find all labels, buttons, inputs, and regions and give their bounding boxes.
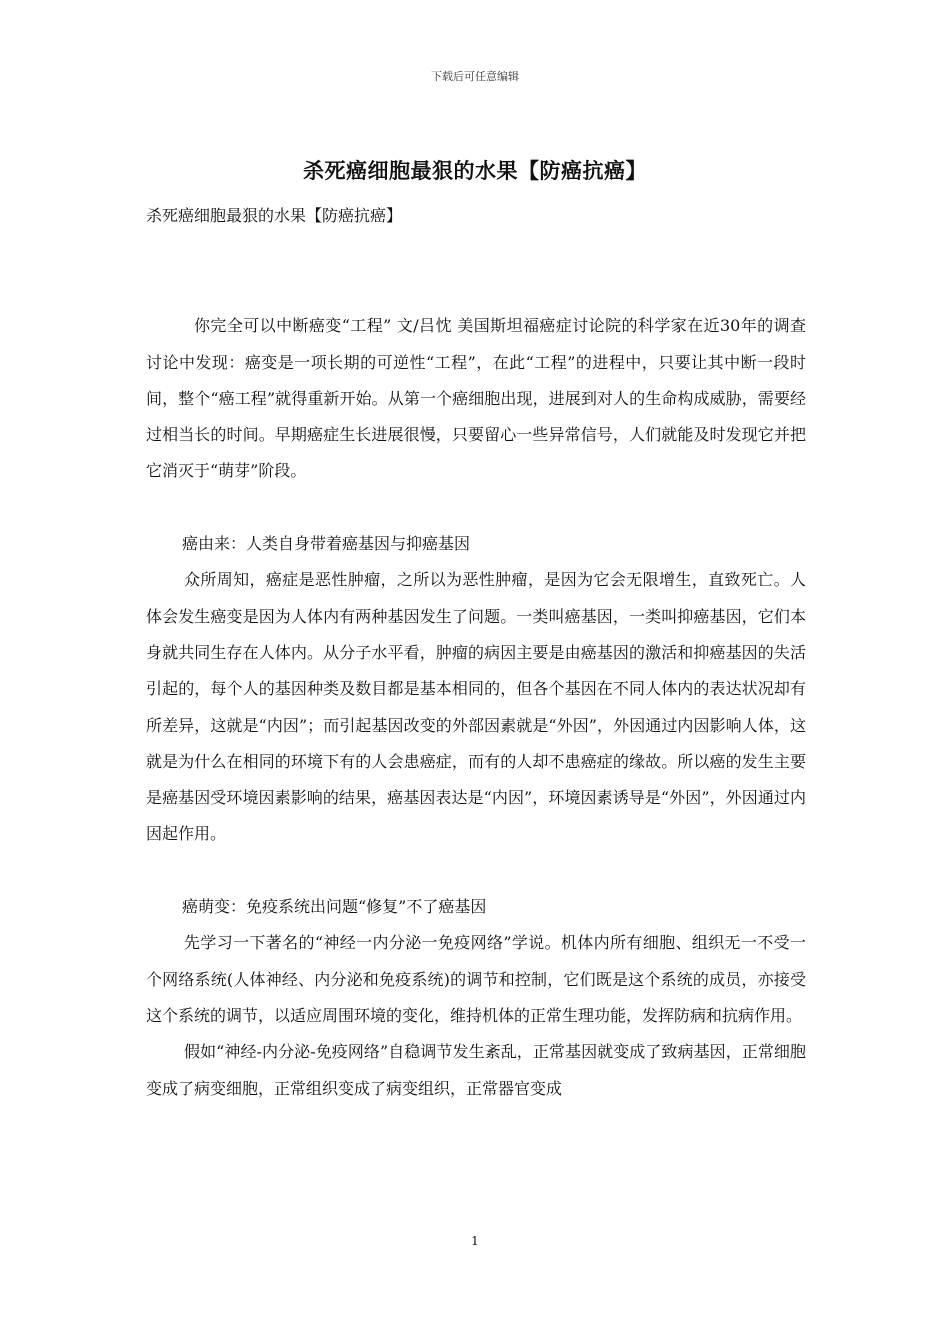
section-heading-mutation: 癌萌变：免疫系统出问题“修复”不了癌基因 bbox=[182, 897, 487, 917]
document-body bbox=[146, 272, 806, 1107]
document-subtitle: 杀死癌细胞最狠的水果【防癌抗癌】 bbox=[146, 206, 403, 225]
paragraph-intro: 你完全可以中断癌变“工程” 文/吕忱 美国斯坦福癌症讨论院的科学家在近30年的调查讨论中发现：癌变是一项长期的可逆性“工程”，在此“工程”的进程中，只要让其中断一段时间，整个“癌工程”就得重新开始。从第一个癌细胞出现，进展到对人的生命构成威胁，需要经过相当长的时间。早期癌症生长进展很慢，只要留心一些异常信号，人们就能及时发现它并把它消灭于“萌芽”阶段。 bbox=[146, 316, 806, 481]
blank-line bbox=[146, 272, 806, 308]
paragraph-origin: 众所周知，癌症是恶性肿瘤，之所以为恶性肿瘤，是因为它会无限增生，直致死亡。人体会发生癌变是因为人体内有两种基因发生了问题。一类叫癌基因，一类叫抑癌基因，它们本身就共同生存在人体内。从分子水平看，肿瘤的病因主要是由癌基因的激活和抑癌基因的失活引起的，每个人的基因种类及数目都是基本相同的，但各个基因在不同人体内的表达状况却有所差异，这就是“内因”；而引起基因改变的外部因素就是“外因”，外因通过内因影响人体，这就是为什么在相同的环境下有的人会患癌症，而有的人却不患癌症的缘故。所以癌的发生主要是癌基因受环境因素影响的结果，癌基因表达是“内因”，环境因素诱导是“外因”，外因通过内因起作用。 bbox=[146, 570, 806, 844]
page-number: 1 bbox=[471, 1234, 479, 1248]
paragraph-disorder: 假如“神经-内分泌-免疫网络”自稳调节发生紊乱，正常基因就变成了致病基因，正常细胞变成了病变细胞，正常组织变成了病变组织，正常器官变成 bbox=[146, 1042, 806, 1098]
blank-line bbox=[146, 853, 806, 889]
blank-line bbox=[146, 490, 806, 526]
paragraph-network: 先学习一下著名的“神经一内分泌一免疫网络”学说。机体内所有细胞、组织无一不受一个网络系统(人体神经、内分泌和免疫系统)的调节和控制，它们既是这个系统的成员，亦接受这个系统的调节，以适应周围环境的变化，维持机体的正常生理功能，发挥防病和抗病作用。 bbox=[146, 933, 806, 1025]
section-heading-origin: 癌由来：人类自身带着癌基因与抑癌基因 bbox=[182, 534, 471, 554]
document-title: 杀死癌细胞最狠的水果【防癌抗癌】 bbox=[303, 158, 647, 183]
page-header-note: 下载后可任意编辑 bbox=[431, 70, 519, 83]
